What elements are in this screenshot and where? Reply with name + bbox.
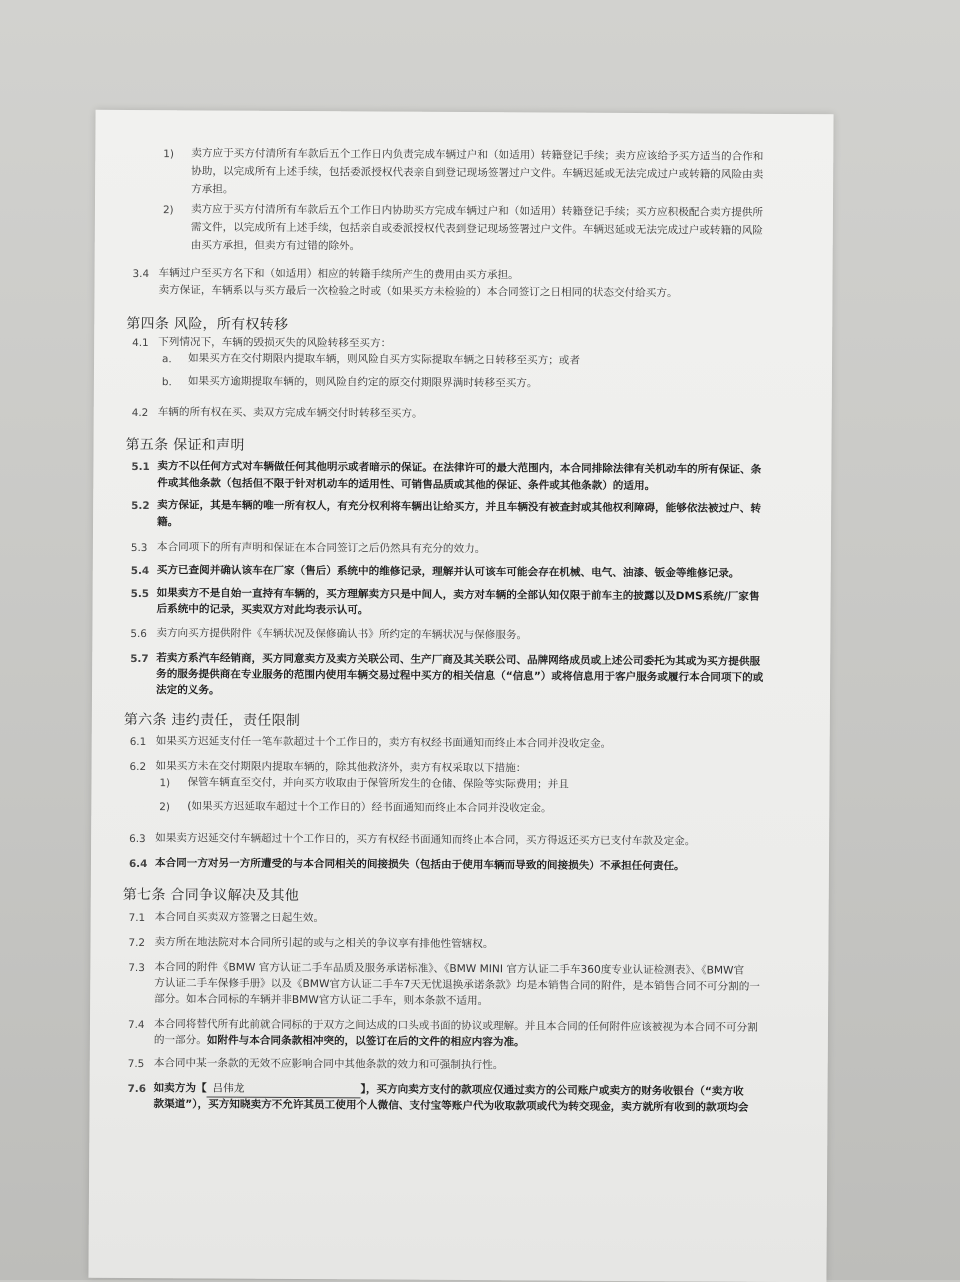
clause-number: 5.6	[130, 627, 147, 641]
clause-number: 4.2	[131, 406, 149, 420]
clause-line: 后系统中的记录，买卖双方对此均表示认可。	[156, 603, 369, 617]
clause-number: 5.2	[131, 499, 150, 513]
clause-number: 1)	[159, 777, 171, 790]
clause-line: 方认证二手车保修手册》以及《BMW官方认证二手车7天无忧退换承诺条款》均是本销售合同的附件，是本销售合同不可分割的一	[154, 977, 760, 993]
clause-number: 7.5	[127, 1057, 145, 1071]
clause-line: 本合同自买卖双方签署之日起生效。	[154, 911, 325, 925]
clause-number: 7.4	[127, 1018, 145, 1032]
clause-number: 4.1	[132, 336, 149, 350]
section-heading: 第七条 合同争议解决及其他	[122, 886, 300, 905]
section-heading: 第四条 风险，所有权转移	[126, 315, 289, 333]
clause-line: 方承担。	[191, 183, 234, 196]
clause-number: 6.3	[129, 832, 146, 846]
clause-number: 5.4	[130, 564, 150, 578]
clause-text: 的一部分。	[153, 1034, 207, 1047]
clause-line: 如果买方未在交付期限内提取车辆的，除其他救济外，卖方有权采取以下措施：	[155, 760, 527, 775]
clause-line: 本合同项下的所有声明和保证在本合同签订之后仍然具有充分的效力。	[156, 541, 486, 556]
section-heading: 第六条 违约责任，责任限制	[123, 711, 301, 730]
clause-number: 6.2	[129, 760, 147, 774]
clause-number: 3.4	[132, 267, 150, 281]
clause-line: 部分。如本合同标的车辆并非BMW官方认证二手车，则本条款不适用。	[154, 993, 489, 1008]
clause-number: 1)	[163, 148, 175, 161]
clause-number: 5.3	[130, 541, 148, 555]
contract-page	[88, 110, 833, 1282]
clause-line: 本合同将替代所有此前就合同标的于双方之间达成的口头或书面的协议或理解。并且本合同的任何附件应该被视为本合同不可分割	[153, 1018, 758, 1034]
clause-line: (如果买方迟延取车超过十个工作日的）经书面通知而终止本合同并没收定金。	[187, 800, 552, 815]
clause-line: 卖方保证，车辆系以与买方最后一次检验之时或（如果买方未检验的）本合同签订之日相同的状态交付给买方。	[158, 284, 678, 300]
clause-line: 由买方承担，但卖方有过错的除外。	[190, 239, 361, 253]
clause-line: 如果卖方迟延交付车辆超过十个工作日的，买方有权经书面通知而终止本合同，买方得返还买方已支付车款及定金。	[155, 832, 696, 848]
clause-number: 5.1	[131, 460, 150, 474]
clause-line: 款渠道”），买方知晓卖方不允许其员工使用个人微信、支付宝等账户代为收取款项或代为转交现金，卖方就所有收到的款项均会	[153, 1098, 749, 1114]
section-heading: 第五条 保证和声明	[125, 436, 245, 454]
clause-number: a.	[162, 353, 172, 366]
clause-line: 本合同中某一条款的无效不应影响合同中其他条款的效力和可强制执行性。	[153, 1057, 504, 1072]
clause-number: 2)	[159, 801, 171, 814]
clause-number: 6.1	[129, 735, 147, 749]
clause-line: 下列情况下，车辆的毁损灭失的风险转移至买方：	[158, 336, 392, 350]
clause-number: 7.6	[127, 1082, 147, 1096]
clause-line: 如果卖方不是自始一直持有车辆的，买方理解卖方只是中间人，卖方对车辆的全部认知仅限于前车主的披露以及DMS系统/厂家售	[156, 587, 760, 603]
clause-text-bold: 如附件与本合同条款相冲突的，以签订在后的文件的相应内容为准。	[206, 1034, 525, 1049]
clause-number: 7.2	[128, 936, 146, 950]
clause-line: 本合同一方对另一方所遭受的与本合同相关的间接损失（包括由于使用车辆而导致的间接损失）不承担任何责任。	[154, 857, 685, 873]
clause-line: 保管车辆直至交付，并向买方收取由于保管所发生的仓储、保险等实际费用；并且	[187, 776, 569, 791]
clause-line: 如果买方逾期提取车辆的，则风险自约定的原交付期限界满时转移至买方。	[187, 375, 538, 390]
clause-line: 件或其他条款（包括但不限于针对机动车的适用性、可销售品质或其他的保证、条件或其他条款）的适用。	[157, 477, 656, 493]
clause-text: 如卖方为【	[153, 1082, 207, 1095]
clause-text: 】，买方向卖方支付的款项应仅通过卖方的公司账户或卖方的财务收银台（“卖方收	[360, 1083, 744, 1098]
clause-line: 卖方所在地法院对本合同所引起的或与之相关的争议享有排他性管辖权。	[154, 936, 494, 951]
clause-line: 务的服务提供商在专业服务的范围内使用车辆交易过程中买方的相关信息（“信息”）或将信息用于客户服务或履行本合同项下的或	[156, 668, 764, 684]
clause-number: 5.7	[130, 652, 149, 666]
clause-line: 卖方应于买方付清所有车款后五个工作日内负责完成车辆过户和（如适用）转籍登记手续；卖方应该给予买方适当的合作和	[191, 147, 764, 163]
clause-line: 如果买方在交付期限内提取车辆，则风险自买方实际提取车辆之日转移至买方；或者	[188, 352, 581, 367]
clause-number: 7.1	[128, 911, 146, 925]
clause-number: 2)	[162, 204, 174, 217]
clause-number: 7.3	[128, 961, 145, 975]
clause-line: 协助，以完成所有上述手续，包括委派授权代表亲自到登记现场签署过户文件。车辆迟延或无法完成过户或转籍的风险由卖	[191, 165, 764, 181]
clause-line: 卖方应于买方付清所有车款后五个工作日内协助买方完成车辆过户和（如适用）转籍登记手续；买方应积极配合卖方提供所	[190, 203, 764, 219]
clause-line: 车辆的所有权在买、卖双方完成车辆交付时转移至买方。	[157, 406, 423, 420]
clause-line: 本合同的附件《BMW 官方认证二手车品质及服务承诺标准》、《BMW MINI 官方认证二手车360度专业认证检测表》、《BMW官	[154, 961, 745, 977]
clause-line: 如果买方迟延支付任一笔车款超过十个工作日的，卖方有权经书面通知而终止本合同并没收定金。	[155, 735, 612, 750]
seller-name-field: 吕伟龙	[207, 1080, 361, 1098]
clause-line: 卖方向买方提供附件《车辆状况及保修确认书》所约定的车辆状况与保修服务。	[156, 627, 528, 642]
clause-number: 5.5	[130, 587, 150, 601]
clause-line: 卖方保证，其是车辆的唯一所有权人，有充分权利将车辆出让给买方，并且车辆没有被查封或其他权利障碍，能够依法被过户、转	[157, 499, 762, 515]
clause-line: 卖方不以任何方式对车辆做任何其他明示或者暗示的保证。在法律许可的最大范围内，本合同排除法律有关机动车的所有保证、条	[157, 460, 762, 476]
clause-number: b.	[161, 376, 172, 389]
clause-line: 买方已查阅并确认该车在厂家（售后）系统中的维修记录，理解并认可该车可能会存在机械、电气、油漆、钣金等维修记录。	[156, 564, 740, 580]
clause-line: 若卖方系汽车经销商，买方同意卖方及卖方关联公司、生产厂商及其关联公司、品牌网络成员或上述公司委托为其或为买方提供服	[156, 652, 761, 668]
clause-line: 法定的义务。	[155, 684, 220, 697]
clause-line: 车辆过户至买方名下和（如适用）相应的转籍手续所产生的费用由买方承担。	[158, 267, 519, 282]
clause-line: 籍。	[157, 516, 179, 529]
clause-line: 需文件，以完成所有上述手续，包括亲自或委派授权代表到登记现场签署过户文件。车辆迟延或无法完成过户或转籍的风险	[190, 221, 763, 237]
clause-number: 6.4	[128, 857, 148, 871]
clause-line	[154, 1032, 525, 1050]
